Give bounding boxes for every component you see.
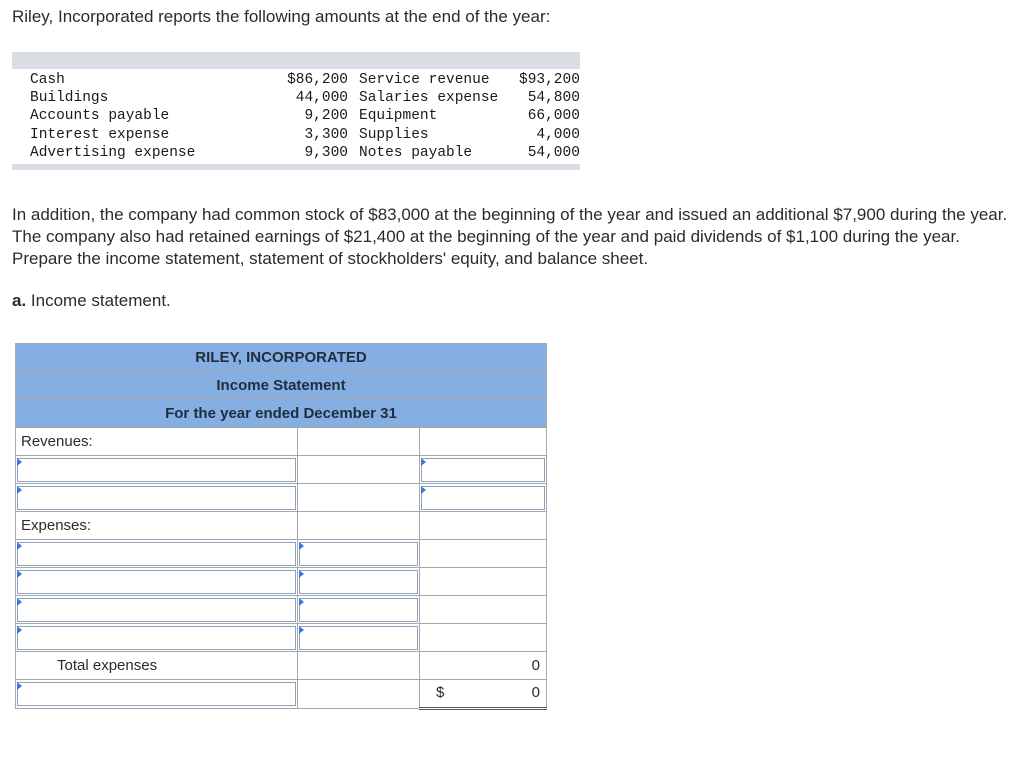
expense-row — [16, 540, 547, 568]
account-name: Buildings — [30, 90, 109, 107]
company-name: RILEY, INCORPORATED — [16, 344, 547, 372]
expense-account-cell — [16, 540, 298, 568]
account-amount: 9,200 — [304, 108, 348, 125]
expense-amount-cell — [298, 596, 420, 624]
revenue-row — [16, 456, 547, 484]
account-name: Notes payable — [359, 144, 473, 161]
empty-cell — [298, 428, 420, 456]
part-heading — [12, 291, 171, 311]
expense-amount-cell — [298, 540, 420, 568]
expenses-heading-row — [16, 512, 547, 540]
empty-cell — [298, 652, 420, 680]
account-data-table — [12, 71, 580, 162]
empty-cell — [420, 624, 547, 652]
account-amount: 3,300 — [304, 126, 348, 143]
part-title: Income statement. — [30, 291, 171, 310]
expense-amount-cell — [298, 624, 420, 652]
expense-account-cell — [16, 596, 298, 624]
revenue-amount-input[interactable] — [421, 486, 545, 510]
expense-account-input[interactable] — [17, 542, 296, 566]
account-amount: 54,000 — [527, 144, 580, 161]
net-income-value: 0 — [531, 684, 540, 701]
net-income-label-input[interactable] — [17, 682, 296, 706]
account-name: Service revenue — [359, 72, 490, 88]
expense-account-input[interactable] — [17, 570, 296, 594]
net-income-total-cell — [420, 680, 547, 709]
account-amount: 4,000 — [536, 126, 580, 143]
data-box-top-bar — [12, 52, 580, 69]
income-statement-table — [15, 343, 547, 710]
account-row — [12, 126, 580, 144]
empty-cell — [420, 568, 547, 596]
expense-account-input[interactable] — [17, 626, 296, 650]
statement-header-row — [16, 372, 547, 400]
account-amount: 54,800 — [527, 90, 580, 107]
revenue-amount-cell — [420, 456, 547, 484]
empty-cell — [420, 428, 547, 456]
part-letter: a. — [12, 291, 27, 310]
empty-cell — [298, 680, 420, 709]
empty-cell — [420, 540, 547, 568]
total-expenses-row — [16, 652, 547, 680]
revenue-amount-input[interactable] — [421, 458, 545, 482]
statement-period: For the year ended December 31 — [16, 400, 547, 428]
revenue-account-cell — [16, 456, 298, 484]
expense-row — [16, 568, 547, 596]
expense-account-input[interactable] — [17, 598, 296, 622]
account-name: Advertising expense — [30, 144, 196, 161]
expense-amount-input[interactable] — [299, 626, 418, 650]
revenues-label: Revenues: — [16, 428, 298, 456]
account-amount: 9,300 — [304, 144, 348, 161]
account-row — [12, 144, 580, 162]
statement-header-row — [16, 400, 547, 428]
account-name: Accounts payable — [30, 108, 170, 125]
empty-cell — [298, 512, 420, 540]
net-income-row — [16, 680, 547, 709]
statement-title: Income Statement — [16, 372, 547, 400]
statement-header-row — [16, 344, 547, 372]
revenues-heading-row — [16, 428, 547, 456]
account-row — [12, 89, 580, 107]
revenue-account-cell — [16, 484, 298, 512]
revenue-amount-cell — [420, 484, 547, 512]
account-row — [12, 71, 580, 89]
problem-paragraph: In addition, the company had common stock of $83,000 at the beginning of the year and issued an additional $7,900 during the year. The company also had retained earnings of $21,400 at the beginning of the year and paid dividends of $1,100 during the year. Prepare the income statement, statement of stockholders' equity, and balance sheet. — [12, 205, 1008, 268]
expense-amount-input[interactable] — [299, 542, 418, 566]
expense-account-cell — [16, 568, 298, 596]
account-name: Equipment — [359, 108, 438, 125]
expense-row — [16, 596, 547, 624]
account-amount: $93,200 — [519, 72, 580, 88]
revenue-account-input[interactable] — [17, 458, 296, 482]
account-name: Salaries expense — [359, 90, 499, 107]
total-expenses-value: 0 — [420, 652, 547, 680]
empty-cell — [298, 456, 420, 484]
account-name: Cash — [30, 72, 65, 88]
expense-amount-cell — [298, 568, 420, 596]
empty-cell — [420, 512, 547, 540]
intro-text: Riley, Incorporated reports the following amounts at the end of the year: — [12, 7, 551, 26]
account-amount: 44,000 — [295, 90, 348, 107]
account-name: Interest expense — [30, 126, 170, 143]
expense-amount-input[interactable] — [299, 598, 418, 622]
data-box-bottom-bar — [12, 164, 580, 170]
account-amount: $86,200 — [287, 72, 348, 88]
empty-cell — [298, 484, 420, 512]
revenue-account-input[interactable] — [17, 486, 296, 510]
expense-row — [16, 624, 547, 652]
revenue-row — [16, 484, 547, 512]
expense-account-cell — [16, 624, 298, 652]
account-name: Supplies — [359, 126, 429, 143]
net-income-label-cell — [16, 680, 298, 709]
empty-cell — [420, 596, 547, 624]
account-data-box — [12, 52, 580, 170]
expense-amount-input[interactable] — [299, 570, 418, 594]
total-expenses-label: Total expenses — [16, 652, 298, 680]
expenses-label: Expenses: — [16, 512, 298, 540]
currency-symbol: $ — [436, 684, 445, 701]
account-row — [12, 107, 580, 125]
account-amount: 66,000 — [527, 108, 580, 125]
